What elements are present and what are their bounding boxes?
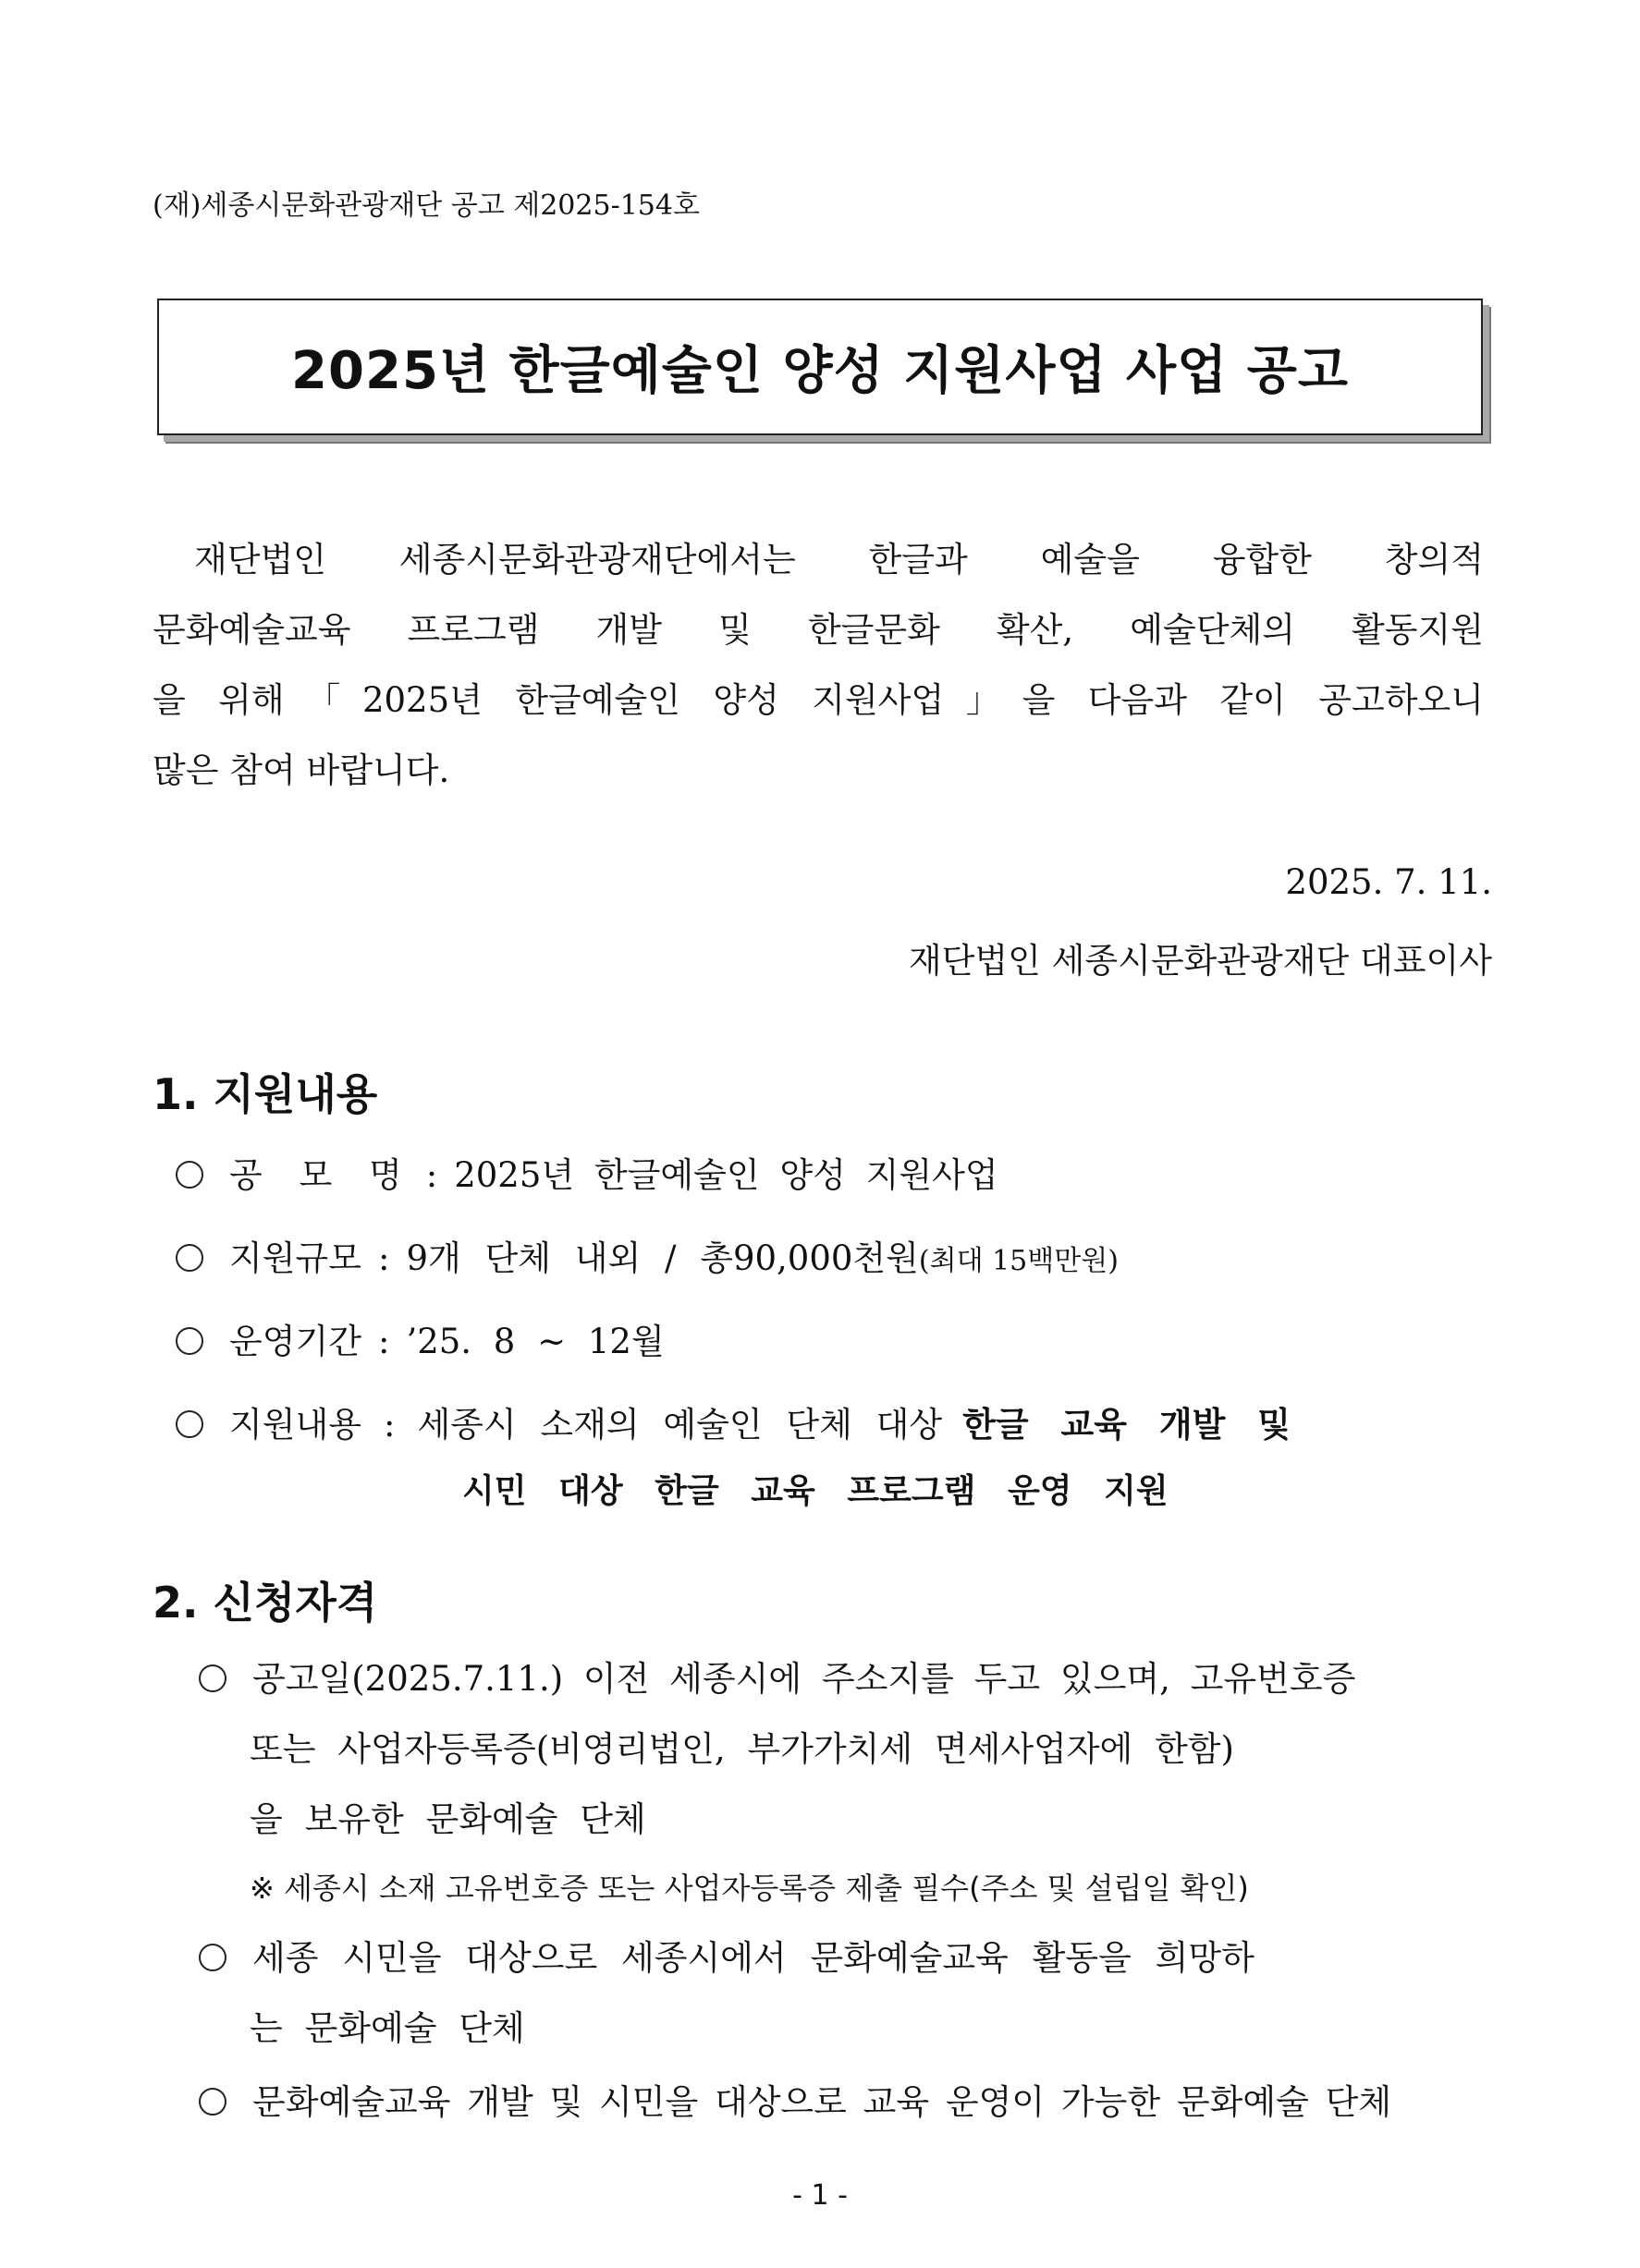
- list-item: [176, 1230, 1119, 1280]
- circle-bullet-icon: [176, 1244, 203, 1272]
- list-item: [176, 1313, 665, 1363]
- item-note: ※ 세종시 소재 고유번호증 또는 사업자등록증 제출 필수(주소 및 설립일 확인): [250, 1871, 1249, 1906]
- item-separator: :: [425, 1155, 438, 1195]
- item-line: 또는 사업자등록증(비영리법인, 부가가치세 면세사업자에 한함): [250, 1729, 1234, 1769]
- page-number: - 1 -: [792, 2179, 848, 2212]
- circle-bullet-icon: [176, 1161, 203, 1189]
- item-value: ’25. 8 ~ 12월: [406, 1322, 665, 1361]
- item-value: 세종시 소재의 예술인 단체 대상: [417, 1405, 943, 1445]
- circle-bullet-icon: [199, 2088, 226, 2116]
- list-item: [176, 1396, 1488, 1446]
- item-emphasis: 한글 교육 개발 및: [962, 1405, 1291, 1445]
- item-separator: :: [377, 1238, 390, 1278]
- list-item: [199, 2074, 1391, 2124]
- list-item: [199, 1930, 1254, 1980]
- item-line: 을 보유한 문화예술 단체: [250, 1799, 646, 1839]
- item-label: 공 모 명: [229, 1155, 415, 1195]
- item-label: 지원규모: [229, 1238, 361, 1278]
- item-note: (최대 15백만원): [918, 1245, 1119, 1277]
- item-separator: :: [383, 1405, 396, 1445]
- item-separator: :: [377, 1322, 390, 1361]
- item-line: 공고일(2025.7.11.) 이전 세종시에 주소지를 두고 있으며, 고유번호증: [252, 1659, 1356, 1699]
- notice-number: (재)세종시문화관광재단 공고 제2025-154호: [153, 189, 700, 222]
- list-item: [176, 1147, 998, 1197]
- circle-bullet-icon: [199, 1664, 226, 1692]
- item-label: 운영기간: [229, 1322, 361, 1361]
- intro-line: 많은 참여 바랍니다.: [153, 750, 450, 790]
- item-line: 세종 시민을 대상으로 세종시에서 문화예술교육 활동을 희망하: [252, 1938, 1254, 1978]
- section-title: 2. 신청자격: [153, 1578, 378, 1628]
- intro-line: 재단법인 세종시문화관광재단에서는 한글과 예술을 융합한 창의적: [194, 540, 1484, 579]
- list-item: [199, 1651, 1355, 1701]
- section-title: 1. 지원내용: [153, 1069, 378, 1119]
- intro-line: 을 위해「2025년 한글예술인 양성 지원사업」을 다음과 같이 공고하오니: [153, 680, 1484, 720]
- item-value: 2025년 한글예술인 양성 지원사업: [454, 1155, 998, 1195]
- intro-line: 문화예술교육 프로그램 개발 및 한글문화 확산, 예술단체의 활동지원: [153, 610, 1484, 650]
- page-title: 2025년 한글예술인 양성 지원사업 사업 공고: [291, 341, 1349, 401]
- item-line: 문화예술교육 개발 및 시민을 대상으로 교육 운영이 가능한 문화예술 단체: [252, 2082, 1392, 2122]
- item-line: 는 문화예술 단체: [250, 2008, 525, 2048]
- circle-bullet-icon: [176, 1410, 203, 1438]
- circle-bullet-icon: [199, 1944, 226, 1971]
- signatory: 재단법인 세종시문화관광재단 대표이사: [908, 941, 1492, 981]
- circle-bullet-icon: [176, 1327, 203, 1355]
- item-label: 지원내용: [229, 1405, 361, 1445]
- notice-date: 2025. 7. 11.: [1285, 862, 1492, 902]
- item-value: 9개 단체 내외 / 총90,000천원: [406, 1238, 919, 1278]
- title-box: [157, 299, 1483, 435]
- item-emphasis: 시민 대상 한글 교육 프로그램 운영 지원: [462, 1472, 1169, 1510]
